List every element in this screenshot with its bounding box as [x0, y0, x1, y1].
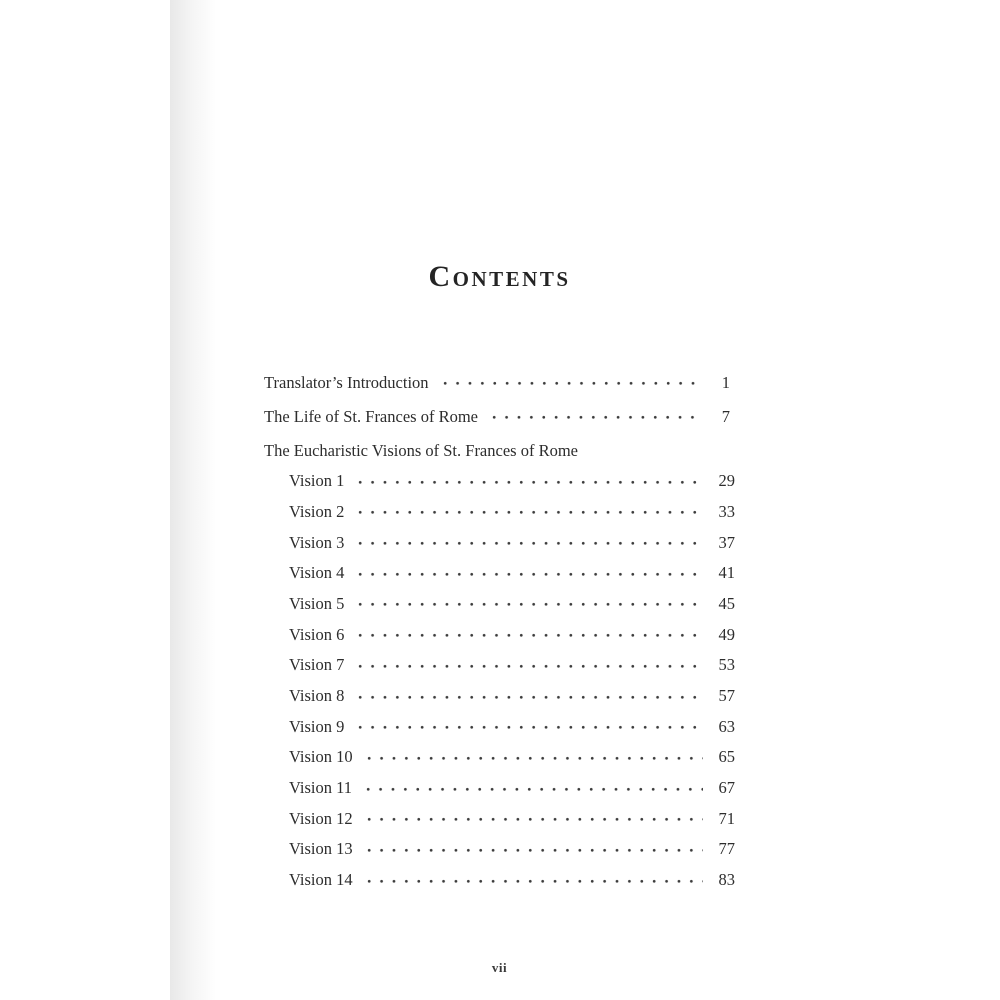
toc-page-number: 53: [718, 655, 735, 675]
toc-row: [264, 674, 735, 705]
toc-page-number: 7: [721, 406, 730, 426]
toc-row: [264, 459, 735, 490]
toc-page-number: 83: [718, 870, 735, 890]
toc-row: [264, 858, 735, 889]
toc-row: [264, 391, 735, 425]
toc-leader-dots: [351, 541, 703, 551]
toc-leader-dots: [436, 381, 703, 391]
toc-row: [264, 612, 735, 643]
toc-leader-dots: [360, 848, 703, 858]
toc-leader-dots: [351, 633, 703, 643]
toc-list: [264, 357, 735, 889]
toc-entry-label: Vision 3: [289, 532, 345, 552]
toc-page-number: 29: [718, 471, 735, 491]
toc-leader-dots: [360, 879, 703, 889]
toc-row: [264, 357, 735, 391]
toc-entry-label: Vision 11: [289, 778, 353, 798]
toc-entry-label: The Life of St. Frances of Rome: [264, 406, 478, 426]
toc-leader-dots: [351, 725, 703, 735]
toc-row: [264, 425, 735, 459]
toc-entry-label: Vision 4: [289, 563, 345, 583]
toc-page-number: 1: [721, 372, 730, 392]
toc-page-number: 77: [718, 839, 735, 859]
toc-entry-label: Vision 14: [289, 870, 353, 890]
toc-entry-label: Vision 2: [289, 501, 345, 521]
page-title: Contents: [428, 260, 571, 293]
toc-page-number: 37: [718, 532, 735, 552]
toc-row: [264, 582, 735, 613]
toc-leader-dots: [351, 695, 703, 705]
toc-row: [264, 551, 735, 582]
toc-entry-label: Vision 13: [289, 839, 353, 859]
toc-row: [264, 735, 735, 766]
toc-entry-label: Vision 6: [289, 624, 345, 644]
toc-page-number: 65: [718, 747, 735, 767]
toc-entry-label: The Eucharistic Visions of St. Frances of Rome: [264, 440, 578, 460]
toc-entry-label: Vision 8: [289, 686, 345, 705]
toc-entry-label: Vision 7: [289, 655, 345, 675]
toc-page-number: 67: [718, 778, 735, 798]
toc-leader-dots: [351, 664, 703, 674]
toc-page-number: 33: [718, 501, 735, 521]
toc-page-number: 45: [718, 593, 735, 613]
toc-entry-label: Vision 10: [289, 747, 353, 767]
page-gutter-shadow: [170, 0, 216, 1000]
toc-entry-label: Vision 1: [289, 471, 345, 491]
footer-page-number: vii: [491, 960, 508, 975]
toc-row: [264, 643, 735, 674]
toc-entry-label: Vision 12: [289, 808, 353, 828]
toc-leader-dots: [351, 602, 703, 612]
toc-entry-label: Vision 5: [289, 593, 345, 613]
toc-leader-dots: [485, 415, 703, 425]
toc-page-number: 41: [718, 563, 735, 583]
toc-page-number: 63: [718, 716, 735, 736]
toc-row: [264, 520, 735, 551]
toc-entry-label: Translator’s Introduction: [264, 372, 429, 392]
toc-row: [264, 766, 735, 797]
toc-leader-dots: [360, 817, 703, 827]
toc-page-number: 71: [718, 808, 735, 828]
toc-entry-label: Vision 9: [289, 716, 345, 736]
toc-row: [264, 705, 735, 736]
toc-page-number: 49: [718, 624, 735, 644]
toc-leader-dots: [360, 756, 703, 766]
toc-leader-dots: [351, 572, 703, 582]
toc-row: [264, 490, 735, 521]
toc-page-number: 57: [718, 686, 735, 705]
toc-leader-dots: [351, 480, 703, 490]
toc-row: [264, 827, 735, 858]
toc-leader-dots: [351, 510, 703, 520]
toc-leader-dots: [359, 787, 703, 797]
toc-row: [264, 797, 735, 828]
